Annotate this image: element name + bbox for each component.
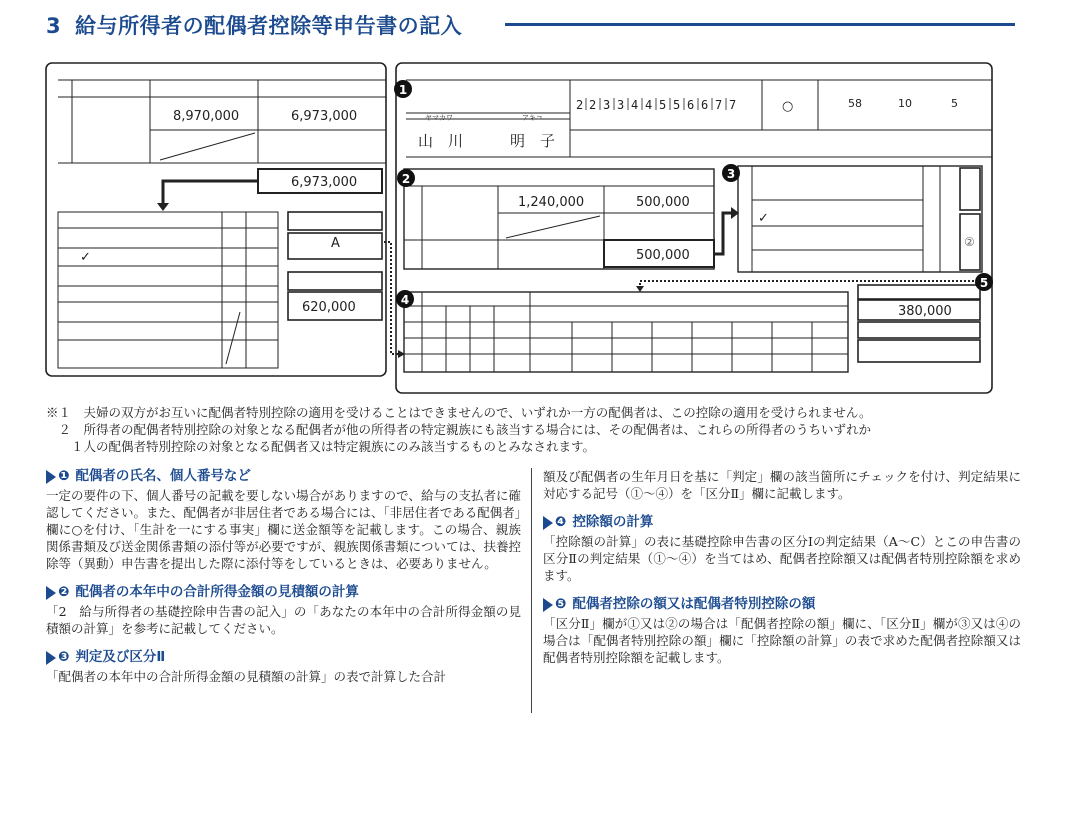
section-body-3-continued: 額及び配偶者の生年月日を基に「判定」欄の該当箇所にチェックを付け、判定結果に対応する記号（①～④）を「区分Ⅱ」欄に記載します。 xyxy=(543,469,1021,501)
triangle-icon xyxy=(543,516,553,530)
right-form-panel xyxy=(396,63,992,393)
birth-year: 58 xyxy=(848,97,862,110)
judgment-check-mark: ✓ xyxy=(758,211,769,226)
title-text: 給与所得者の配偶者控除等申告書の記入 xyxy=(75,14,463,38)
section-number: ❶ xyxy=(58,468,70,484)
total-income: 6,973,000 xyxy=(291,175,358,190)
kana-family: ヤマカワ xyxy=(425,114,453,122)
spouse-income-amount: 500,000 xyxy=(636,195,690,210)
flow-arrow xyxy=(163,181,258,205)
explanation-left-column xyxy=(46,468,521,697)
my-number-digit: 2 xyxy=(589,98,597,112)
note-line: ２ 所得者の配偶者特別控除の対象となる配偶者が他の所得者の特定親族にも該当する場合には、その配偶者は、これらの所得者のうちいずれか xyxy=(46,422,872,437)
title-number: 3 xyxy=(46,14,62,38)
section-body-5: 「区分Ⅱ」欄が①又は②の場合は「配偶者控除の額」欄に、「区分Ⅱ」欄が③又は④の場合は「配偶者特別控除の額」欄に「控除額の計算」の表で求めた配偶者控除額又は配偶者特別控除額を記載します。 xyxy=(543,616,1021,665)
section-number: ❷ xyxy=(58,584,70,600)
my-number-digit: 4 xyxy=(631,98,639,112)
spouse-total-income: 500,000 xyxy=(636,248,690,263)
section-number: ❺ xyxy=(555,596,567,612)
non-resident-mark: ○ xyxy=(782,99,794,114)
badge-4 xyxy=(396,290,414,308)
birth-day: 5 xyxy=(951,97,958,110)
my-number-digit: 7 xyxy=(715,98,723,112)
column-divider xyxy=(531,468,532,713)
section-heading-4: ❹ 控除額の計算 xyxy=(543,514,1021,531)
section-number: ❸ xyxy=(58,649,70,665)
my-number-digit: 3 xyxy=(617,98,625,112)
section-body-3: 「配偶者の本年中の合計所得金額の見積額の計算」の表で計算した合計 xyxy=(46,669,447,684)
income-amount: 6,973,000 xyxy=(291,109,358,124)
section-body-1: 一定の要件の下、個人番号の記載を要しない場合がありますので、給与の支払者に確認してください。また、配偶者が非居住者である場合には、「非居住者である配偶者」欄に○を付け、「生計を一にする事実」欄に送金額等を記載します。この場合、親族関係書類及び送金関係書類の添付等が必要ですが、親族関係書類については、扶養控除等（異動）申告書を提出した際に添付等をしているときは、必要ありません。 xyxy=(46,488,522,571)
note-line: １人の配偶者特別控除の対象となる配偶者又は特定親族にのみ該当するものとみなされます。 xyxy=(46,439,596,454)
my-number-digit: 2 xyxy=(576,98,584,112)
form-diagram xyxy=(0,0,1070,400)
svg-text:4: 4 xyxy=(400,293,410,307)
spouse-deduction-amount: 380,000 xyxy=(898,304,952,319)
triangle-icon xyxy=(46,586,56,600)
section-number: ❹ xyxy=(555,514,567,530)
section-heading-1: ❶ 配偶者の氏名、個人番号など xyxy=(46,468,521,485)
note-line: ※１ 夫婦の双方がお互いに配偶者特別控除の適用を受けることはできませんので、いずれか一方の配偶者は、この控除の適用を受けられません。 xyxy=(46,405,872,420)
svg-text:2: 2 xyxy=(401,172,411,186)
deduction-amount: 620,000 xyxy=(302,300,356,315)
class-code: ② xyxy=(964,235,975,249)
section-body-2: 「2 給与所得者の基礎控除申告書の記入」の「あなたの本年中の合計所得金額の見積額の計算」を参考に記載してください。 xyxy=(46,604,521,636)
my-number-digit: 5 xyxy=(673,98,681,112)
kana-given: アキコ xyxy=(522,114,543,122)
birth-month: 10 xyxy=(898,97,912,110)
badge-2 xyxy=(397,169,415,187)
notes xyxy=(46,404,1036,455)
badge-5 xyxy=(975,273,993,291)
arrow-head xyxy=(157,203,169,211)
triangle-icon xyxy=(46,651,56,665)
section-heading-2: ❷ 配偶者の本年中の合計所得金額の見積額の計算 xyxy=(46,584,521,601)
badge-1 xyxy=(394,80,412,98)
badge-3 xyxy=(722,164,740,182)
judgment-code: A xyxy=(331,236,340,251)
triangle-icon xyxy=(543,598,553,612)
my-number-digit: 4 xyxy=(645,98,653,112)
my-number-digit: 6 xyxy=(701,98,709,112)
my-number-digit: 7 xyxy=(729,98,737,112)
spouse-income-value: 1,240,000 xyxy=(518,195,585,210)
triangle-icon xyxy=(46,470,56,484)
explanation-right-column xyxy=(543,468,1021,678)
svg-text:1: 1 xyxy=(398,83,408,97)
check-mark: ✓ xyxy=(80,250,91,265)
my-number-digit: 5 xyxy=(659,98,667,112)
flow-arrow xyxy=(714,213,733,254)
my-number-digit: 3 xyxy=(603,98,611,112)
income-value: 8,970,000 xyxy=(173,109,240,124)
svg-text:5: 5 xyxy=(979,276,989,290)
section-heading-3: ❸ 判定及び区分Ⅱ xyxy=(46,649,521,666)
svg-text:3: 3 xyxy=(726,167,736,181)
spouse-given-name: 明 子 xyxy=(510,132,556,150)
section-heading-5: ❺ 配偶者控除の額又は配偶者特別控除の額 xyxy=(543,596,1021,613)
spouse-family-name: 山 川 xyxy=(418,132,464,150)
my-number-digit: 6 xyxy=(687,98,695,112)
section-body-4: 「控除額の計算」の表に基礎控除申告書の区分Ⅰの判定結果（A～C）とこの申告書の区分Ⅱの判定結果（①～④）を当てはめ、配偶者控除額又は配偶者特別控除額を求めます。 xyxy=(543,534,1021,583)
